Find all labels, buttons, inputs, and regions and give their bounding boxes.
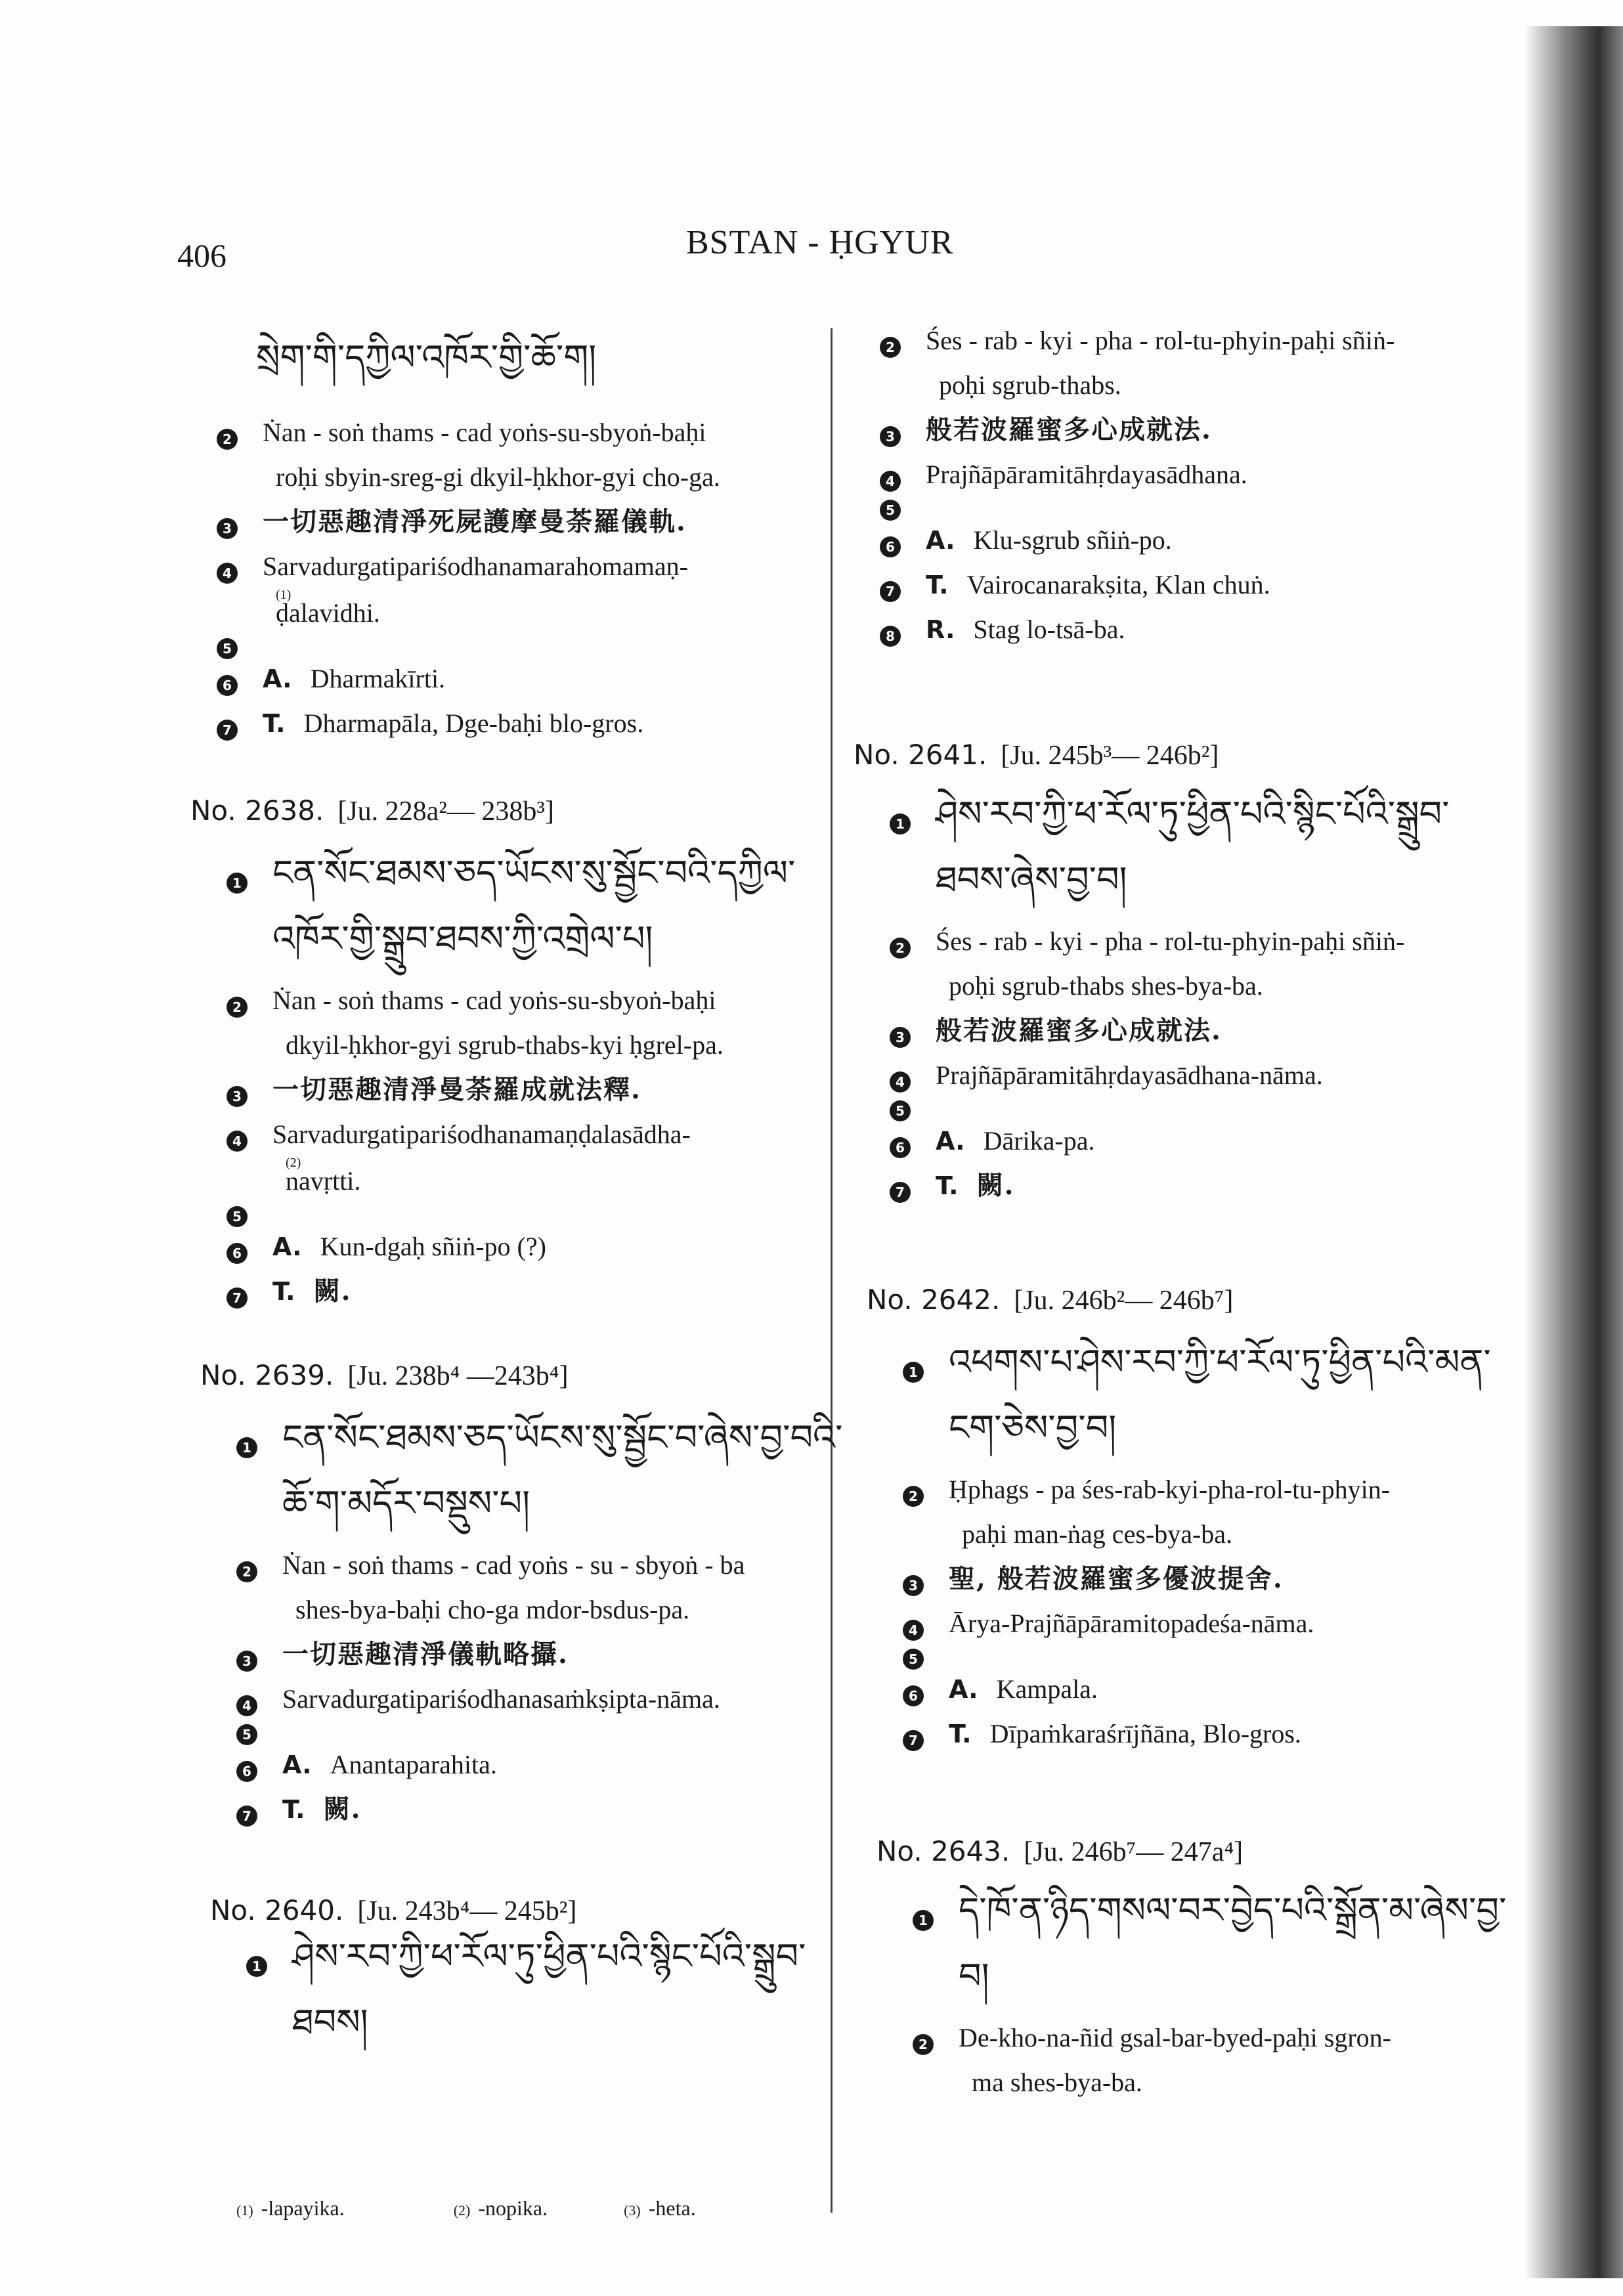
field-empty <box>217 636 720 657</box>
marker-5: 5 <box>903 1649 924 1670</box>
marker-1: 1 <box>903 1362 924 1383</box>
field-continuation: roḥi sbyin-sreg-gi dkyil-ḥkhor-gyi cho-ga. <box>276 462 720 492</box>
field-author: 6 A. Anantaparahita. <box>236 1743 842 1787</box>
marker-6: 6 <box>890 1137 911 1158</box>
column-divider <box>831 328 833 2213</box>
field-tibetan-script: 1 ཤེས་རབ་ཀྱི་ཕ་རོལ་ཏུ་ཕྱིན་པའི་སྙིང་པོའི་སྒྲུབ་ <box>890 781 1450 847</box>
marker-4: 4 <box>217 563 238 584</box>
field-chinese: 3 聖, 般若波羅蜜多優波提舍. <box>903 1557 1491 1601</box>
field-continuation: poḥi sgrub-thabs shes-bya-ba. <box>949 971 1263 1001</box>
tibetan-continuation: ཆོ་ག་མདོར་བསྡུས་པ། <box>282 1483 530 1524</box>
field-tibetan-script: 1 ཤེས་རབ་ཀྱི་ཕ་རོལ་ཏུ་ཕྱིན་པའི་སྙིང་པོའི་སྒྲུབ་ <box>246 1924 806 1989</box>
field-tibetan-romanized: 2 Ḥphags - pa śes-rab-kyi-pha-rol-tu-phyin- <box>903 1467 1491 1512</box>
tibetan-continuation: བ། <box>959 1955 989 1997</box>
field-continuation: shes-bya-baḥi cho-ga mdor-bsdus-pa. <box>295 1595 690 1624</box>
marker-6: 6 <box>236 1761 257 1782</box>
field-empty <box>903 1646 1491 1667</box>
field-tibetan-romanized: 2 De-kho-na-ñid gsal-bar-byed-paḥi sgron- <box>913 2016 1506 2060</box>
marker-5: 5 <box>236 1724 257 1745</box>
entry-2643 <box>913 1878 1506 2105</box>
field-tibetan-romanized: 2 Ṅan - soṅ thams - cad yoṅs - su - sbyoṅ - ba <box>236 1543 842 1588</box>
running-title: BSTAN - ḤGYUR <box>686 224 954 261</box>
marker-3: 3 <box>903 1575 924 1596</box>
entry-2639 <box>236 1405 842 1832</box>
field-tibetan-romanized: 2 Ṅan - soṅ thams - cad yoṅs-su-sbyoṅ-baḥi <box>227 978 795 1023</box>
tibetan-continuation: ཐབས་ཞེས་བྱ་བ། <box>936 859 1127 900</box>
field-translator: 7 T. Vairocanarakṣita, Klan chuṅ. <box>880 563 1395 607</box>
field-author: 6 A. Kampala. <box>903 1667 1491 1712</box>
marker-1: 1 <box>246 1956 267 1977</box>
entry-heading-2642: No. 2642. [Ju. 246b²— 246b⁷] <box>867 1284 1234 1316</box>
entry-prev-fields <box>217 410 720 746</box>
field-tibetan-romanized: 2 Ṅan - soṅ thams - cad yoṅs-su-sbyoṅ-baḥi <box>217 410 720 455</box>
field-empty <box>227 1203 795 1224</box>
marker-1: 1 <box>236 1437 257 1458</box>
entry-heading-2640: No. 2640. [Ju. 243b⁴— 245b²] <box>210 1894 577 1926</box>
marker-7: 7 <box>880 581 901 602</box>
marker-1: 1 <box>913 1910 934 1931</box>
marker-7: 7 <box>217 720 238 741</box>
field-sanskrit: 4 Ārya-Prajñāpāramitopadeśa-nāma. <box>903 1601 1491 1646</box>
field-author: 6 A. Dārika-pa. <box>890 1119 1450 1163</box>
field-sanskrit: 4 Prajñāpāramitāhṛdayasādhana. <box>880 452 1395 497</box>
marker-6: 6 <box>227 1243 248 1264</box>
entry-heading-2643: No. 2643. [Ju. 246b⁷— 247a⁴] <box>876 1835 1244 1867</box>
tibetan-continuation: ངག་ཅེས་བྱ་བ། <box>949 1407 1117 1448</box>
field-translator: 7 T. 闕. <box>236 1787 842 1832</box>
field-empty <box>880 497 1395 518</box>
scan-shadow-edge <box>1525 26 1623 2278</box>
entry-2638 <box>227 840 795 1314</box>
field-chinese: 3 一切惡趣清淨曼荼羅成就法釋. <box>227 1068 795 1112</box>
entry-2640 <box>246 1924 806 2055</box>
field-tibetan-script: 1 ངན་སོང་ཐམས་ཅད་ཡོངས་སུ་སྦྱོང་བ་ཞེས་བྱ་བའི་ <box>236 1405 842 1471</box>
field-author: 6 A. Dharmakīrti. <box>217 657 720 701</box>
marker-1: 1 <box>890 813 911 834</box>
marker-3: 3 <box>890 1027 911 1048</box>
marker-7: 7 <box>890 1182 911 1203</box>
marker-7: 7 <box>227 1288 248 1309</box>
marker-2: 2 <box>236 1561 257 1582</box>
field-reviser: 8 R. Stag lo-tsā-ba. <box>880 607 1395 652</box>
footnotes <box>236 2196 696 2220</box>
field-sanskrit: 4 Sarvadurgatipariśodhanasaṁkṣipta-nāma. <box>236 1677 842 1722</box>
marker-2: 2 <box>903 1486 924 1507</box>
marker-2: 2 <box>880 337 901 358</box>
field-sanskrit: 4 Sarvadurgatipariśodhanamaṇḍalasādha- <box>227 1112 795 1157</box>
field-tibetan-script: 1 ངན་སོང་ཐམས་ཅད་ཡོངས་སུ་སྦྱོང་བའི་དཀྱིལ་ <box>227 840 795 906</box>
field-sanskrit: 4 Prajñāpāramitāhṛdayasādhana-nāma. <box>890 1053 1450 1098</box>
entry-2640-continued <box>880 318 1395 652</box>
marker-2: 2 <box>890 938 911 959</box>
field-tibetan-romanized: 2 Śes - rab - kyi - pha - rol-tu-phyin-paḥi sñiṅ- <box>880 318 1395 363</box>
field-tibetan-script: 1 འཕགས་པ་ཤེས་རབ་ཀྱི་ཕ་རོལ་ཏུ་ཕྱིན་པའི་མན་ <box>903 1330 1491 1395</box>
field-continuation: navṛtti. <box>286 1166 361 1196</box>
field-sanskrit: 4 Sarvadurgatipariśodhanamarahomamaṇ- <box>217 544 720 589</box>
entry-2642 <box>903 1330 1491 1756</box>
marker-3: 3 <box>217 518 238 539</box>
field-chinese: 3 般若波羅蜜多心成就法. <box>890 1008 1450 1053</box>
entry-2641 <box>890 781 1450 1208</box>
marker-3: 3 <box>236 1651 257 1672</box>
field-continuation: ḍalavidhi. <box>276 598 380 628</box>
marker-5: 5 <box>880 500 901 521</box>
footnote-1: (1) -lapayika. <box>236 2196 345 2220</box>
marker-3: 3 <box>880 426 901 447</box>
field-continuation: poḥi sgrub-thabs. <box>939 370 1121 400</box>
field-chinese: 3 般若波羅蜜多心成就法. <box>880 408 1395 452</box>
marker-8: 8 <box>880 626 901 647</box>
marker-6: 6 <box>903 1685 924 1706</box>
field-continuation: ma shes-bya-ba. <box>972 2068 1142 2097</box>
entry-heading-2639: No. 2639. [Ju. 238b⁴ —243b⁴] <box>200 1359 569 1391</box>
marker-4: 4 <box>227 1131 248 1152</box>
field-translator: 7 T. 闕. <box>227 1269 795 1314</box>
field-author: 6 A. Kun-dgaḥ sñiṅ-po (?) <box>227 1224 795 1269</box>
marker-1: 1 <box>227 873 248 894</box>
field-tibetan-script: 1 དེ་ཁོ་ན་ཉིད་གསལ་བར་བྱེད་པའི་སྒྲོན་མ་ཞེས་བྱ་ <box>913 1878 1506 1943</box>
marker-4: 4 <box>880 471 901 492</box>
tibetan-continuation: ཐབས། <box>292 2001 368 2043</box>
marker-4: 4 <box>890 1072 911 1093</box>
field-translator: 7 T. 闕. <box>890 1163 1450 1208</box>
marker-3: 3 <box>227 1086 248 1107</box>
marker-5: 5 <box>227 1206 248 1227</box>
field-empty <box>236 1722 842 1743</box>
marker-2: 2 <box>217 429 238 450</box>
page-number: 406 <box>177 237 227 274</box>
marker-5: 5 <box>890 1100 911 1121</box>
footnote-3: (3) -heta. <box>624 2196 696 2220</box>
entry-prev-continued <box>217 325 596 391</box>
marker-6: 6 <box>217 675 238 696</box>
entry-heading-2638: No. 2638. [Ju. 228a²— 238b³] <box>190 794 554 827</box>
marker-2: 2 <box>227 997 248 1018</box>
marker-4: 4 <box>236 1695 257 1716</box>
field-continuation: dkyil-ḥkhor-gyi sgrub-thabs-kyi ḥgrel-pa. <box>286 1030 724 1060</box>
field-tibetan-romanized: 2 Śes - rab - kyi - pha - rol-tu-phyin-paḥi sñiṅ- <box>890 919 1450 964</box>
tibetan-continuation: འཁོར་གྱི་སྒྲུབ་ཐབས་ཀྱི་འགྲེལ་པ། <box>272 918 653 959</box>
field-chinese: 3 一切惡趣清淨儀軌略攝. <box>236 1632 842 1677</box>
field-translator: 7 T. Dharmapāla, Dge-baḥi blo-gros. <box>217 701 720 746</box>
field-continuation: paḥi man-ṅag ces-bya-ba. <box>962 1519 1233 1549</box>
marker-7: 7 <box>903 1730 924 1751</box>
marker-6: 6 <box>880 536 901 557</box>
field-empty <box>890 1098 1450 1119</box>
tibetan-title-continued: སྲེག་གི་དཀྱིལ་འཁོར་གྱི་ཆོ་ག། <box>256 337 597 378</box>
footnote-ref: (1) <box>276 588 292 602</box>
marker-5: 5 <box>217 638 238 659</box>
marker-7: 7 <box>236 1806 257 1827</box>
entry-heading-2641: No. 2641. [Ju. 245b³— 246b²] <box>854 739 1219 771</box>
field-chinese: 3 一切惡趣清淨死屍護摩曼荼羅儀軌. <box>217 500 720 544</box>
footnote-2: (2) -nopika. <box>453 2196 548 2220</box>
marker-4: 4 <box>903 1620 924 1641</box>
field-author: 6 A. Klu-sgrub sñiṅ-po. <box>880 518 1395 563</box>
footnote-ref: (2) <box>286 1156 301 1170</box>
field-translator: 7 T. Dīpaṁkaraśrījñāna, Blo-gros. <box>903 1712 1491 1756</box>
marker-2: 2 <box>913 2034 934 2055</box>
